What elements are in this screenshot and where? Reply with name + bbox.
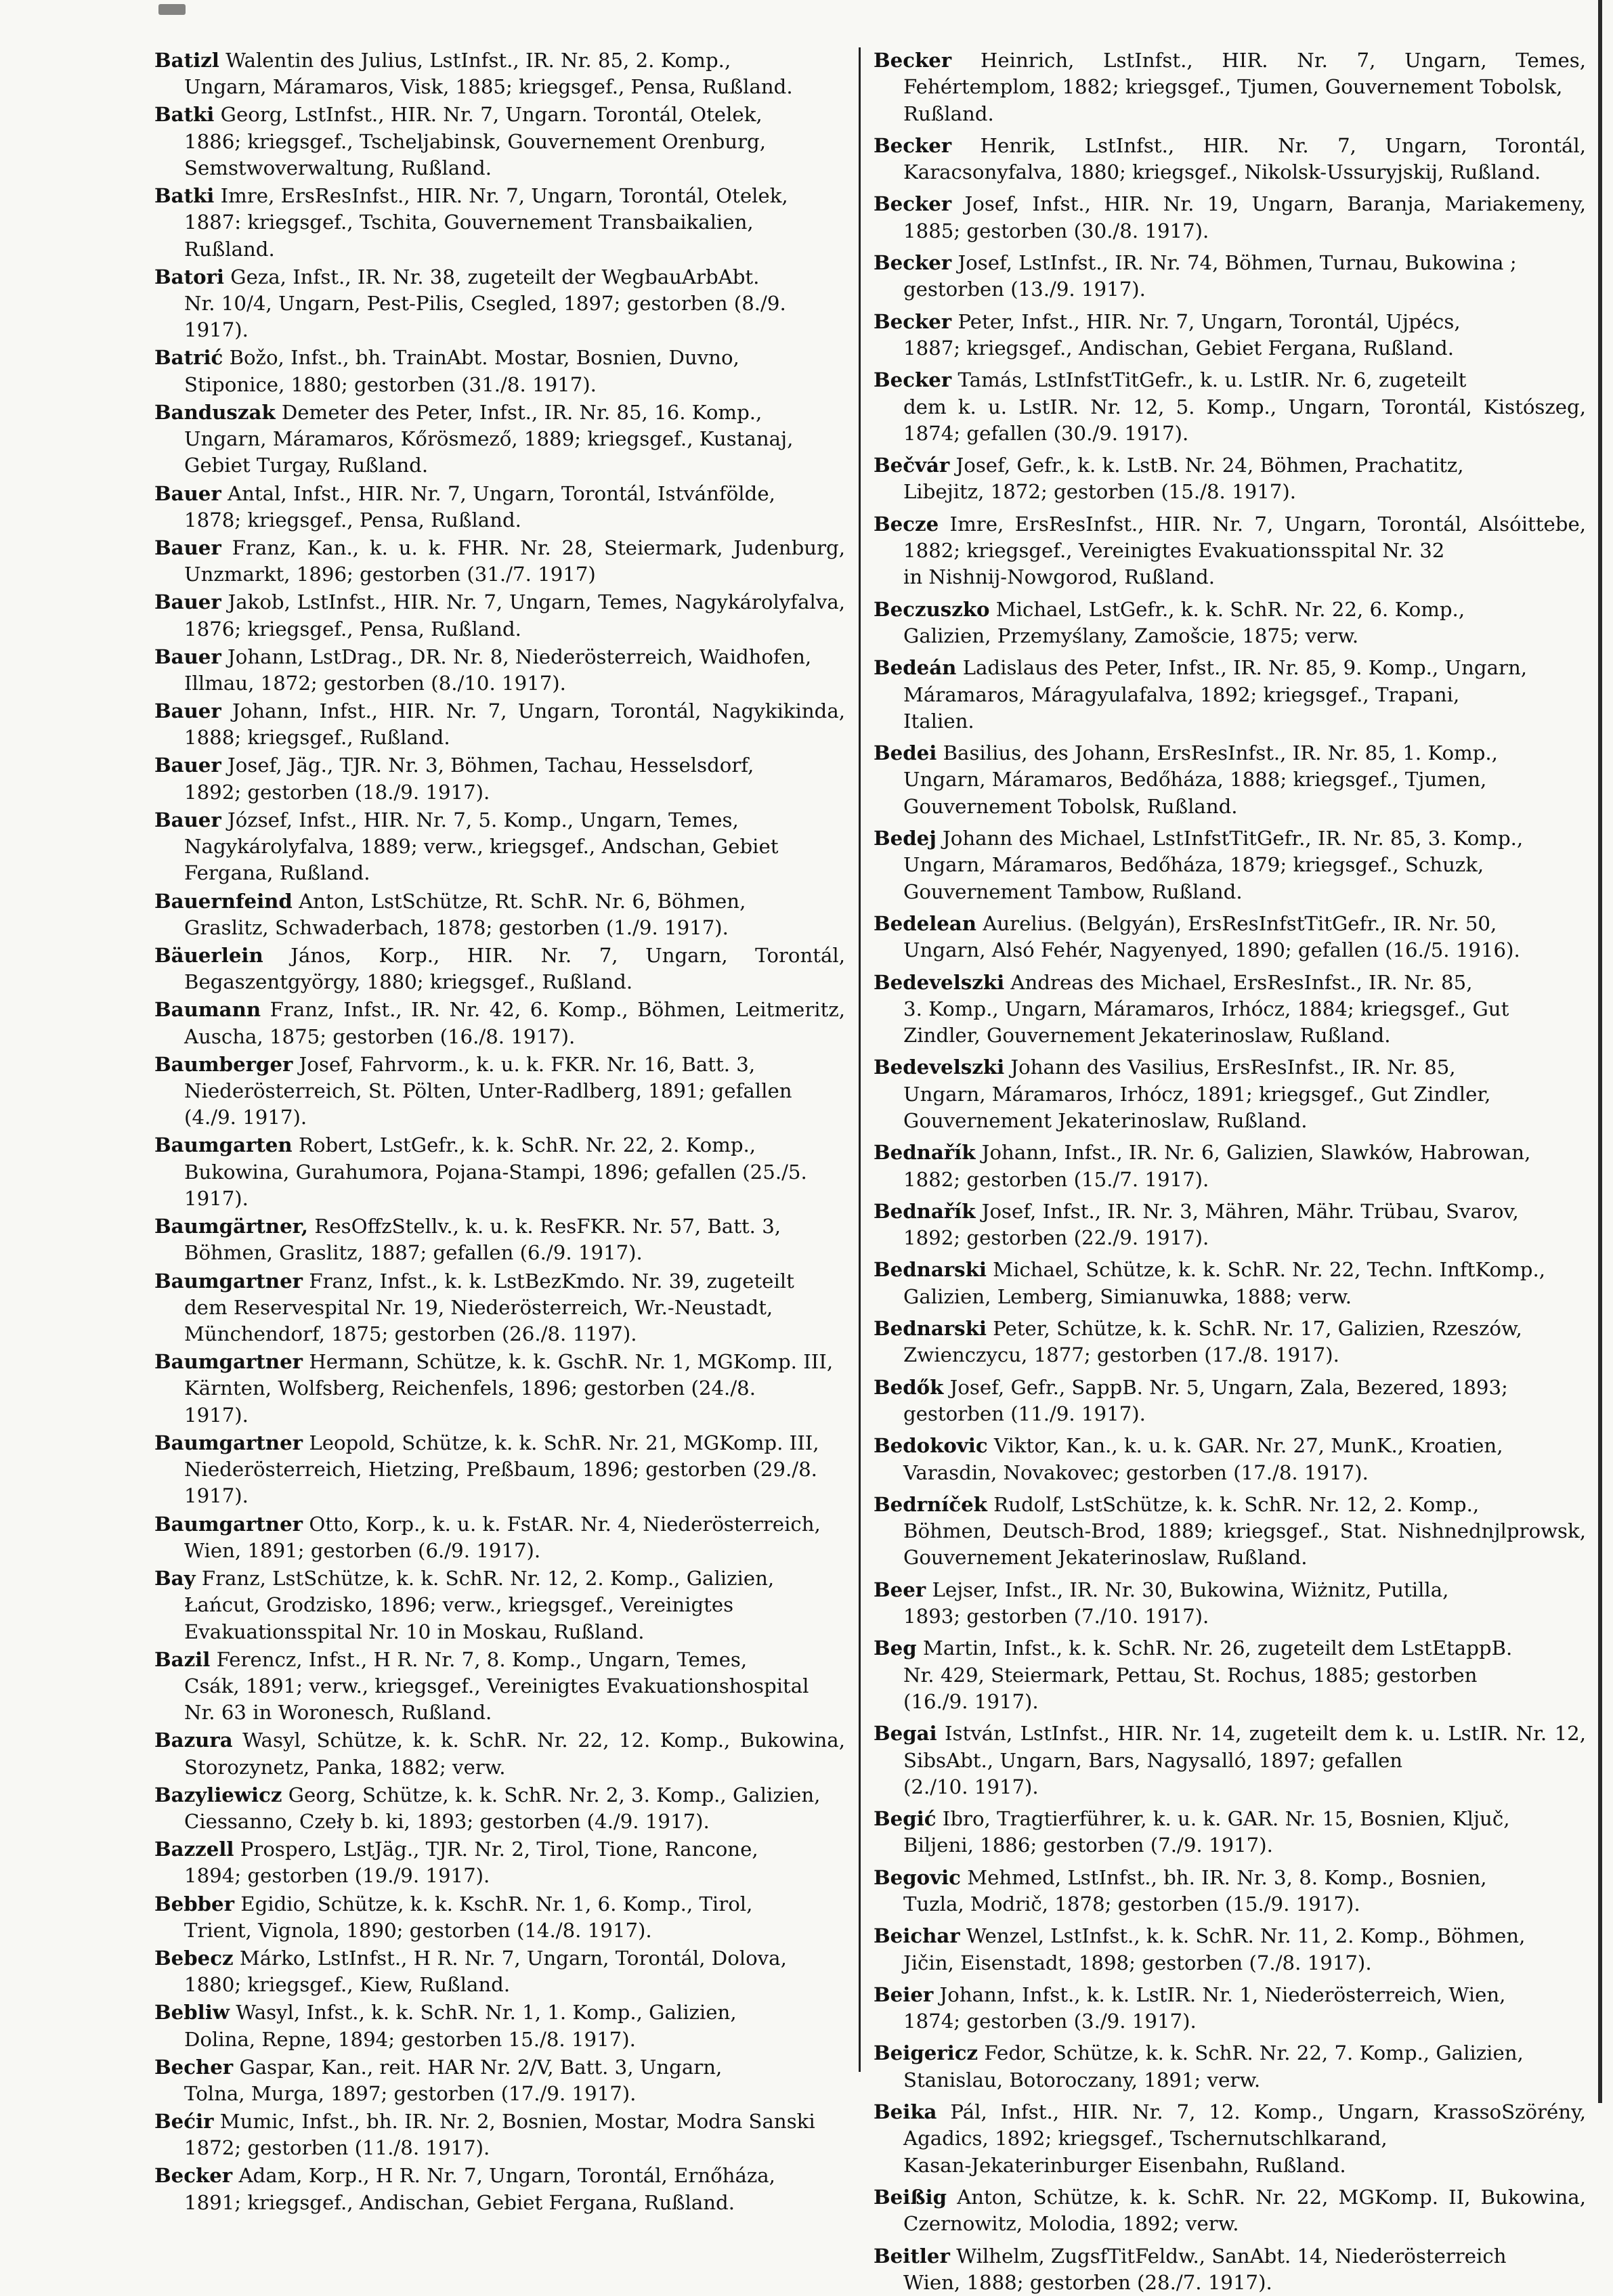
entry-surname: Begić (874, 1807, 937, 1831)
entry-details: Johann, Infst., HIR. Nr. 7, Ungarn, Torontál, Nagykikinda, 1888; kriegsgef., Rußland. (184, 699, 845, 750)
entry-surname: Becze (874, 512, 939, 536)
entry-surname: Bauer (154, 754, 221, 777)
entry-details: Johann, Infst., IR. Nr. 6, Galizien, Slawków, Habrowan, 1882; gestorben (15./7. 1917). (903, 1141, 1531, 1191)
entry-details: Peter, Infst., HIR. Nr. 7, Ungarn, Torontál, Ujpécs, 1887; kriegsgef., Andischan, Gebiet Fergana, Rußland. (903, 309, 1461, 360)
casualty-entry (154, 1132, 845, 1212)
entry-details: Johann des Vasilius, ErsResInfst., IR. Nr. 85, Ungarn, Máramaros, Irhócz, 1891; kriegsgef., Gut Zindler, Gouvernement Jekaterinoslaw, Rußland. (903, 1056, 1491, 1132)
casualty-entry (154, 1430, 845, 1510)
entry-surname: Beichar (874, 1924, 960, 1948)
entry-details: Michael, Schütze, k. k. SchR. Nr. 22, Techn. InftKomp., Galizien, Lemberg, Simianuwka, 1888; verw. (903, 1258, 1546, 1308)
casualty-entry (154, 1999, 845, 2053)
entry-surname: Baumgartner (154, 1350, 303, 1374)
casualty-entry (154, 888, 845, 942)
page-edge-border (1598, 0, 1602, 2103)
entry-details: Josef, Infst., IR. Nr. 3, Mähren, Mähr. Trübau, Svarov, 1892; gestorben (22./9. 1917). (903, 1199, 1519, 1250)
casualty-entry (874, 1257, 1586, 1310)
entry-details: Johann, LstDrag., DR. Nr. 8, Niederösterreich, Waidhofen, Illmau, 1872; gestorben (8./10. 1917). (184, 645, 812, 695)
casualty-entry (874, 740, 1586, 820)
entry-surname: Bedej (874, 827, 937, 850)
entry-surname: Bednařík (874, 1199, 976, 1223)
entry-details: Josef, LstInfst., IR. Nr. 74, Böhmen, Turnau, Bukowina ; gestorben (13./9. 1917). (903, 251, 1517, 301)
casualty-entry (874, 47, 1586, 127)
casualty-entry (874, 1635, 1586, 1715)
casualty-entry (154, 1945, 845, 1999)
entry-details: Mehmed, LstInfst., bh. IR. Nr. 3, 8. Komp., Bosnien, Tuzla, Modrič, 1878; gestorben (15./9. 1917). (903, 1865, 1487, 1915)
entry-details: Franz, Infst., k. k. LstBezKmdo. Nr. 39, zugeteilt dem Reservespital Nr. 19, Niederösterreich, Wr.-Neustadt, Münchendorf, 1875; gestorben (26./8. 1197). (184, 1269, 794, 1346)
casualty-entry (154, 481, 845, 534)
entry-details: Henrik, LstInfst., HIR. Nr. 7, Ungarn, Torontál, Karacsonyfalva, 1880; kriegsgef., Nikolsk-Ussuryjskij, Rußland. (903, 133, 1586, 184)
entry-surname: Bedevelszki (874, 1056, 1005, 1079)
entry-details: István, LstInfst., HIR. Nr. 14, zugeteilt dem k. u. LstIR. Nr. 12, SibsAbt., Ungarn, Bars, Nagysalló, 1897; gefallen (2./10. 1917). (903, 1722, 1586, 1798)
casualty-entry (874, 597, 1586, 650)
entry-surname: Bazil (154, 1647, 211, 1671)
casualty-entry (154, 183, 845, 263)
entry-surname: Bednarski (874, 1258, 987, 1282)
casualty-entry (154, 1213, 845, 1267)
entry-details: Robert, LstGefr., k. k. SchR. Nr. 22, 2. Komp., Bukowina, Gurahumora, Pojana-Stampi, 1896; gefallen (25./5. 1917). (184, 1133, 807, 1211)
casualty-entry (874, 1054, 1586, 1134)
casualty-entry (154, 2163, 845, 2216)
entry-surname: Bauer (154, 699, 221, 723)
column-divider (859, 47, 861, 2072)
casualty-entry (154, 1268, 845, 1348)
entry-surname: Bebliw (154, 2001, 230, 2024)
casualty-entry (154, 1565, 845, 1645)
entry-surname: Bauer (154, 481, 221, 505)
casualty-entry (874, 2099, 1586, 2179)
entry-details: Otto, Korp., k. u. k. FstAR. Nr. 4, Niederösterreich, Wien, 1891; gestorben (6./9. 1917). (184, 1512, 821, 1562)
entry-surname: Bazzell (154, 1838, 234, 1861)
entry-details: Peter, Schütze, k. k. SchR. Nr. 17, Galizien, Rzeszów, Zwienczycu, 1877; gestorben (17./8. 1917). (903, 1317, 1522, 1367)
entry-surname: Banduszak (154, 400, 276, 424)
entry-details: Georg, LstInfst., HIR. Nr. 7, Ungarn. Torontál, Otelek, 1886; kriegsgef., Tscheljabinsk, Gouvernement Orenburg, Semstwoverwaltung, Rußland. (184, 103, 766, 179)
entry-surname: Beigericz (874, 2041, 978, 2065)
casualty-entry (874, 191, 1586, 244)
casualty-entry (874, 2040, 1586, 2094)
entry-surname: Becker (874, 368, 952, 392)
entry-surname: Becker (874, 133, 952, 157)
entry-surname: Bebecz (154, 1946, 234, 1970)
casualty-entry (874, 452, 1586, 506)
casualty-entry (154, 535, 845, 588)
entry-details: Gaspar, Kan., reit. HAR Nr. 2/V, Batt. 3, Ungarn, Tolna, Murga, 1897; gestorben (17./9. 1917). (184, 2055, 723, 2105)
entry-details: Fedor, Schütze, k. k. SchR. Nr. 22, 7. Komp., Galizien, Stanislau, Botoroczany, 1891; verw. (903, 2041, 1524, 2092)
entry-surname: Beika (874, 2100, 937, 2124)
entry-surname: Bećir (154, 2110, 214, 2133)
entry-details: Viktor, Kan., k. u. k. GAR. Nr. 27, MunK., Kroatien, Varasdin, Novakovec; gestorben (17./8. 1917). (903, 1434, 1503, 1484)
entry-surname: Bedevelszki (874, 970, 1005, 994)
entry-surname: Bauer (154, 536, 221, 559)
entry-details: Heinrich, LstInfst., HIR. Nr. 7, Ungarn, Temes, Fehértemplom, 1882; kriegsgef., Tjumen, Gouvernement Tobolsk, Rußland. (903, 49, 1586, 125)
right-column (874, 47, 1586, 2294)
print-smudge (158, 4, 186, 15)
entry-surname: Begovic (874, 1865, 961, 1889)
casualty-entry (874, 1865, 1586, 1918)
entry-surname: Batizl (154, 49, 219, 72)
entry-details: Egidio, Schütze, k. k. KschR. Nr. 1, 6. Komp., Tirol, Trient, Vignola, 1890; gestorben (14./8. 1917). (184, 1892, 753, 1942)
entry-details: Josef, Fahrvorm., k. u. k. FKR. Nr. 16, Batt. 3, Niederösterreich, St. Pölten, Unter-Radlberg, 1891; gefallen (4./9. 1917). (184, 1052, 792, 1129)
entry-details: Márko, LstInfst., H R. Nr. 7, Ungarn, Torontál, Dolova, 1880; kriegsgef., Kiew, Rußland. (184, 1946, 787, 1997)
entry-surname: Becher (154, 2055, 234, 2079)
left-column (154, 47, 845, 2214)
entry-surname: Becker (874, 251, 952, 275)
entry-details: Franz, Infst., IR. Nr. 42, 6. Komp., Böhmen, Leitmeritz, Auscha, 1875; gestorben (16./8. 1917). (184, 998, 845, 1048)
entry-surname: Beg (874, 1637, 917, 1660)
entry-surname: Bazura (154, 1729, 233, 1752)
entry-surname: Batki (154, 103, 215, 127)
entry-surname: Baumgartner (154, 1512, 303, 1536)
casualty-entry (154, 807, 845, 887)
entry-surname: Bedrníček (874, 1492, 987, 1516)
entry-details: Ferencz, Infst., H R. Nr. 7, 8. Komp., Ungarn, Temes, Csák, 1891; verw., kriegsgef., Vereinigtes Evakuationshospital Nr. 63 in Woronesch, Rußland. (184, 1647, 809, 1725)
casualty-entry (874, 1316, 1586, 1369)
entry-details: Imre, ErsResInfst., HIR. Nr. 7, Ungarn, Torontál, Alsóittebe, 1882; kriegsgef., Vereinigtes Evakuationsspital Nr. 32 in Nishnij-Nowgorod, Rußland. (903, 512, 1586, 589)
casualty-entry (154, 698, 845, 752)
entry-details: Wilhelm, ZugsfTitFeldw., SanAbt. 14, Niederösterreich Wien, 1888; gestorben (28./7. 1917). (903, 2244, 1507, 2294)
casualty-entry (874, 367, 1586, 447)
casualty-entry (874, 1923, 1586, 1976)
casualty-entry (154, 752, 845, 806)
entry-surname: Bauer (154, 645, 221, 668)
casualty-entry (874, 825, 1586, 905)
entry-details: Pál, Infst., HIR. Nr. 7, 12. Komp., Ungarn, KrassoSzörény, Agadics, 1892; kriegsgef., Tschernutschlkarand, Kasan-Jekaterinburger Eisenbahn, Rußland. (903, 2100, 1586, 2177)
entry-surname: Becker (874, 49, 952, 72)
entry-details: ResOffzStellv., k. u. k. ResFKR. Nr. 57, Batt. 3, Böhmen, Graslitz, 1887; gefallen (6./9. 1917). (184, 1215, 781, 1265)
entry-details: Franz, LstSchütze, k. k. SchR. Nr. 12, 2. Komp., Galizien, Łańcut, Grodzisko, 1896; verw., kriegsgef., Vereinigtes Evakuationsspital Nr. 10 in Moskau, Rußland. (184, 1566, 775, 1643)
entry-details: Demeter des Peter, Infst., IR. Nr. 85, 16. Komp., Ungarn, Máramaros, Kőrösmező, 1889; kriegsgef., Kustanaj, Gebiet Turgay, Rußland. (184, 400, 794, 477)
entry-details: Rudolf, LstSchütze, k. k. SchR. Nr. 12, 2. Komp., Böhmen, Deutsch-Brod, 1889; kriegsgef., Stat. Nishnednjlprowsk, Gouvernement Jekaterinoslaw, Rußland. (903, 1492, 1586, 1569)
casualty-entry (874, 133, 1586, 186)
entry-details: Leopold, Schütze, k. k. SchR. Nr. 21, MGKomp. III, Niederösterreich, Hietzing, Preßbaum, 1896; gestorben (29./8. 1917). (184, 1431, 819, 1508)
entry-surname: Becker (874, 309, 952, 333)
entry-details: Walentin des Julius, LstInfst., IR. Nr. 85, 2. Komp., Ungarn, Máramaros, Visk, 1885; kriegsgef., Pensa, Rußland. (184, 49, 793, 99)
entry-details: Basilius, des Johann, ErsResInfst., IR. Nr. 85, 1. Komp., Ungarn, Máramaros, Bedőháza, 1888; kriegsgef., Tjumen, Gouvernement Tobolsk, Rußland. (903, 741, 1498, 818)
entry-details: Tamás, LstInfstTitGefr., k. u. LstIR. Nr. 6, zugeteilt dem k. u. LstIR. Nr. 12, 5. Komp., Ungarn, Torontál, Kistószeg, 1874; gefallen (30./9. 1917). (903, 368, 1586, 445)
casualty-entry (874, 1140, 1586, 1193)
casualty-entry (874, 1198, 1586, 1252)
entry-details: Johann des Michael, LstInfstTitGefr., IR. Nr. 85, 3. Komp., Ungarn, Máramaros, Bedőháza, 1879; kriegsgef., Schuzk, Gouvernement Tambow, Rußland. (903, 827, 1524, 903)
entry-surname: Beer (874, 1578, 926, 1601)
entry-details: Ibro, Tragtierführer, k. u. k. GAR. Nr. 15, Bosnien, Ključ, Biljeni, 1886; gestorben (7./9. 1917). (903, 1807, 1510, 1857)
casualty-entry (154, 102, 845, 181)
entry-surname: Bazyliewicz (154, 1783, 282, 1806)
entry-surname: Begai (874, 1722, 937, 1746)
entry-surname: Becker (154, 2164, 233, 2188)
entry-details: Jakob, LstInfst., HIR. Nr. 7, Ungarn, Temes, Nagykárolyfalva, 1876; kriegsgef., Pensa, Rußland. (184, 590, 845, 641)
casualty-entry (154, 1647, 845, 1727)
casualty-entry (874, 1492, 1586, 1572)
casualty-entry (874, 1806, 1586, 1859)
entry-surname: Bednařík (874, 1141, 976, 1165)
entry-details: Martin, Infst., k. k. SchR. Nr. 26, zugeteilt dem LstEtappB. Nr. 429, Steiermark, Pettau, St. Rochus, 1885; gestorben (16./9. 1917). (903, 1637, 1513, 1713)
entry-details: Wasyl, Schütze, k. k. SchR. Nr. 22, 12. Komp., Bukowina, Storozynetz, Panka, 1882; verw. (184, 1729, 845, 1779)
entry-details: Aurelius. (Belgyán), ErsResInfstTitGefr., IR. Nr. 50, Ungarn, Alsó Fehér, Nagyenyed, 1890; gefallen (16./5. 1916). (903, 911, 1520, 962)
entry-surname: Baumgartner (154, 1431, 303, 1454)
entry-details: Anton, LstSchütze, Rt. SchR. Nr. 6, Böhmen, Graslitz, Schwaderbach, 1878; gestorben (1./9. 1917). (184, 889, 746, 939)
entry-surname: Bedők (874, 1375, 944, 1399)
casualty-entry (154, 997, 845, 1050)
entry-surname: Bäuerlein (154, 943, 263, 967)
entry-surname: Bečvár (874, 454, 950, 477)
entry-surname: Batki (154, 184, 215, 208)
casualty-entry (154, 1052, 845, 1131)
casualty-entry (154, 2054, 845, 2108)
casualty-entry (154, 47, 845, 101)
entry-details: Anton, Schütze, k. k. SchR. Nr. 22, MGKomp. II, Bukowina, Czernowitz, Molodia, 1892; verw. (903, 2185, 1586, 2236)
entry-surname: Bednarski (874, 1317, 987, 1341)
casualty-entry (874, 511, 1586, 591)
casualty-entry (874, 2184, 1586, 2238)
casualty-entry (154, 399, 845, 479)
entry-surname: Batrić (154, 346, 223, 370)
entry-surname: Baumgartner (154, 1269, 303, 1293)
casualty-entry (874, 309, 1586, 362)
entry-surname: Beißig (874, 2185, 947, 2209)
entry-details: János, Korp., HIR. Nr. 7, Ungarn, Torontál, Begaszentgyörgy, 1880; kriegsgef., Rußland. (184, 943, 845, 994)
casualty-entry (154, 1349, 845, 1429)
casualty-entry (154, 1891, 845, 1945)
casualty-entry (874, 655, 1586, 735)
entry-details: József, Infst., HIR. Nr. 7, 5. Komp., Ungarn, Temes, Nagykárolyfalva, 1889; verw., kriegsgef., Andschan, Gebiet Fergana, Rußland. (184, 808, 779, 885)
casualty-entry (874, 2243, 1586, 2296)
casualty-entry (154, 644, 845, 697)
entry-details: Josef, Gefr., k. k. LstB. Nr. 24, Böhmen, Prachatitz, Libejitz, 1872; gestorben (15./8. 1917). (903, 454, 1464, 504)
entry-details: Hermann, Schütze, k. k. GschR. Nr. 1, MGKomp. III, Kärnten, Wolfsberg, Reichenfels, 1896; gestorben (24./8. 1917). (184, 1350, 834, 1427)
entry-details: Josef, Jäg., TJR. Nr. 3, Böhmen, Tachau, Hesselsdorf, 1892; gestorben (18./9. 1917). (184, 754, 754, 804)
entry-details: Lejser, Infst., IR. Nr. 30, Bukowina, Wiżnitz, Putilla, 1893; gestorben (7./10. 1917). (903, 1578, 1449, 1628)
casualty-entry (154, 2108, 845, 2162)
entry-surname: Bay (154, 1566, 196, 1590)
entry-details: Franz, Kan., k. u. k. FHR. Nr. 28, Steiermark, Judenburg, Unzmarkt, 1896; gestorben (31./7. 1917) (184, 536, 845, 586)
entry-details: Wenzel, LstInfst., k. k. SchR. Nr. 11, 2. Komp., Böhmen, Jičin, Eisenstadt, 1898; gestorben (7./8. 1917). (903, 1924, 1526, 1974)
entry-details: Imre, ErsResInfst., HIR. Nr. 7, Ungarn, Torontál, Otelek, 1887: kriegsgef., Tschita, Gouvernement Transbaikalien, Rußland. (184, 184, 788, 261)
entry-surname: Bauernfeind (154, 889, 293, 913)
entry-surname: Baumgarten (154, 1133, 293, 1157)
entry-surname: Beier (874, 1983, 934, 2006)
entry-details: Antal, Infst., HIR. Nr. 7, Ungarn, Torontál, Istvánfölde, 1878; kriegsgef., Pensa, Rußland. (184, 481, 775, 532)
entry-surname: Bedelean (874, 911, 977, 935)
entry-details: Mumic, Infst., bh. IR. Nr. 2, Bosnien, Mostar, Modra Sanski 1872; gestorben (11./8. 1917). (184, 2110, 815, 2160)
entry-details: Georg, Schütze, k. k. SchR. Nr. 2, 3. Komp., Galizien, Ciessanno, Czeły b. ki, 1893; gestorben (4./9. 1917). (184, 1783, 821, 1834)
casualty-entry (154, 1727, 845, 1781)
entry-surname: Bebber (154, 1892, 235, 1915)
entry-details: Andreas des Michael, ErsResInfst., IR. Nr. 85, 3. Komp., Ungarn, Máramaros, Irhócz, 1884; kriegsgef., Gut Zindler, Gouvernement Jekaterinoslaw, Rußland. (903, 970, 1509, 1047)
entry-details: Wasyl, Infst., k. k. SchR. Nr. 1, 1. Komp., Galizien, Dolina, Repne, 1894; gestorben 15./8. 1917). (184, 2001, 737, 2051)
entry-details: Prospero, LstJäg., TJR. Nr. 2, Tirol, Tione, Rancone, 1894; gestorben (19./9. 1917). (184, 1838, 758, 1888)
entry-details: Božo, Infst., bh. TrainAbt. Mostar, Bosnien, Duvno, Stiponice, 1880; gestorben (31./8. 1917). (184, 346, 739, 396)
casualty-entry (154, 589, 845, 643)
casualty-entry (874, 1577, 1586, 1630)
casualty-entry (874, 250, 1586, 303)
entry-details: Josef, Gefr., SappB. Nr. 5, Ungarn, Zala, Bezered, 1893; gestorben (11./9. 1917). (903, 1375, 1508, 1425)
entry-details: Josef, Infst., HIR. Nr. 19, Ungarn, Baranja, Mariakemeny, 1885; gestorben (30./8. 1917). (903, 192, 1586, 242)
entry-surname: Bedei (874, 741, 937, 765)
entry-surname: Baumann (154, 998, 261, 1022)
casualty-entry (154, 943, 845, 996)
casualty-entry (154, 1836, 845, 1890)
entry-surname: Bauer (154, 808, 221, 831)
casualty-entry (154, 1511, 845, 1565)
entry-details: Adam, Korp., H R. Nr. 7, Ungarn, Torontál, Ernőháza, 1891; kriegsgef., Andischan, Gebiet Fergana, Rußland. (184, 2164, 775, 2214)
casualty-entry (874, 1982, 1586, 2035)
entry-surname: Bedeán (874, 656, 957, 680)
entry-details: Johann, Infst., k. k. LstIR. Nr. 1, Niederösterreich, Wien, 1874; gestorben (3./9. 1917). (903, 1983, 1506, 2033)
casualty-entry (874, 1433, 1586, 1486)
casualty-entry (874, 1374, 1586, 1428)
casualty-entry (874, 911, 1586, 964)
entry-details: Geza, Infst., IR. Nr. 38, zugeteilt der WegbauArbAbt. Nr. 10/4, Ungarn, Pest-Pilis, Csegled, 1897; gestorben (8./9. 1917). (184, 265, 786, 342)
entry-surname: Bauer (154, 590, 221, 614)
casualty-entry (154, 1782, 845, 1836)
casualty-entry (874, 970, 1586, 1049)
entry-details: Ladislaus des Peter, Infst., IR. Nr. 85, 9. Komp., Ungarn, Máramaros, Máragyulafalva, 1892; kriegsgef., Trapani, Italien. (903, 656, 1528, 733)
entry-surname: Bedokovic (874, 1434, 988, 1458)
entry-surname: Becker (874, 192, 952, 216)
entry-details: Michael, LstGefr., k. k. SchR. Nr. 22, 6. Komp., Galizien, Przemyślany, Zamošcie, 1875; verw. (903, 597, 1465, 647)
casualty-entry (874, 1720, 1586, 1800)
entry-surname: Baumgärtner, (154, 1215, 309, 1238)
casualty-entry (154, 345, 845, 398)
entry-surname: Beitler (874, 2244, 950, 2268)
casualty-entry (154, 264, 845, 344)
entry-surname: Batori (154, 265, 224, 288)
entry-surname: Baumberger (154, 1052, 293, 1076)
entry-surname: Beczuszko (874, 597, 990, 621)
